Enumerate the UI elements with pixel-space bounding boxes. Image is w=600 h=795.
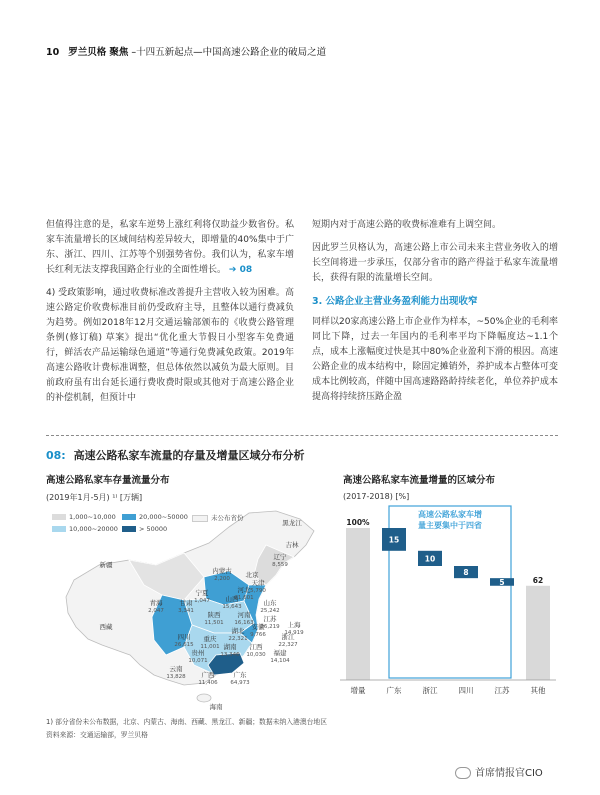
- province-value: 13,346: [220, 652, 240, 658]
- province-name: 安徽: [251, 623, 265, 631]
- province-name: 陕西: [207, 611, 221, 619]
- watermark-text: 首席情报官CIO: [475, 768, 543, 779]
- source-note: 资料来源：交通运输部，罗兰贝格: [46, 731, 148, 739]
- province-name: 广西: [201, 671, 215, 679]
- legend-item: [52, 525, 118, 533]
- waterfall-bar: [526, 586, 550, 680]
- wechat-icon: [455, 767, 471, 779]
- province-name: 贵州: [191, 649, 205, 657]
- province-name: 河北: [237, 586, 251, 594]
- province-value: 9,766: [250, 632, 266, 638]
- waterfall-value-label: 5: [499, 577, 505, 587]
- map-title: 高速公路私家车存量流量分布: [46, 475, 170, 486]
- province-value: 14,919: [284, 630, 304, 636]
- province-value: 64,973: [230, 680, 250, 686]
- waterfall-category-label: 增量: [350, 686, 366, 695]
- waterfall-unit: (2017-2018) [%]: [343, 492, 410, 501]
- province-value: 22,321: [228, 636, 248, 642]
- series-name: 聚焦: [109, 47, 129, 58]
- legend-label: 20,000~50000: [139, 513, 188, 521]
- legend-swatch: [52, 514, 66, 520]
- province-name: 西藏: [99, 623, 113, 631]
- province-name: 福建: [273, 649, 287, 657]
- province-name: 吉林: [285, 541, 299, 549]
- waterfall-category-label: 广东: [386, 686, 402, 695]
- legend-swatch: [122, 514, 136, 520]
- legend-swatch: [122, 526, 136, 532]
- province-value: 8,559: [272, 562, 288, 568]
- province-name: 广东: [233, 671, 247, 679]
- waterfall-chart: [340, 500, 560, 708]
- province-name: 湖北: [231, 627, 245, 635]
- province-name: 上海: [287, 621, 301, 629]
- map-unit: (2019年1月-5月) ¹⁾ [万辆]: [46, 493, 143, 502]
- legend-label: 未公布省份: [211, 514, 244, 522]
- province-value: 21,601: [234, 595, 254, 601]
- waterfall-title: 高速公路私家车流量增量的区域分布: [343, 475, 496, 486]
- province-name: 山东: [263, 599, 277, 607]
- right-column: [312, 218, 558, 413]
- province-name: 重庆: [203, 635, 217, 643]
- figure-number: 08:: [46, 449, 66, 462]
- legend-label: > 50000: [139, 525, 168, 533]
- province-value: 25,242: [260, 608, 280, 614]
- province-name: 青海: [149, 599, 163, 607]
- section-heading: 3. 公路企业主营业务盈利能力出现收窄: [312, 296, 478, 307]
- brand-name: 罗兰贝格: [68, 47, 107, 58]
- province-value: 10,071: [188, 658, 208, 664]
- report-title: –十四五新起点—中国高速公路企业的破局之道: [131, 47, 327, 58]
- left-paragraph-2: 4) 受政策影响，通过收费标准改善提升主营收入较为困难。高速公路定价收费标准目前仍受政府主导，且整体以通行费减负为趋势。例如2018年12月交通运输部颁布的《收费公路管理条例(修订稿) 草案》提出“优化重大节假日小型客车免费通行，鲜活农产品运输绿色通道”等通行免费减免政策。2019年高速公路收计费标准调整，但总体依然以减负为最大原则。目前政府虽有出台延长通行费收费时限或其他对于高速公路企业的补偿机制，但预计中: [46, 288, 294, 403]
- figure-reference-link[interactable]: ➔ 08: [228, 265, 253, 275]
- legend-swatch: [192, 515, 208, 522]
- right-paragraph-1: 短期内对于高速公路的收费标准难有上调空间。: [312, 220, 502, 230]
- callout-box: [389, 506, 511, 678]
- province-name: 浙江: [281, 633, 295, 641]
- waterfall-category-label: 其他: [530, 686, 546, 695]
- waterfall-bar: [346, 528, 370, 680]
- callout-text-line-1: 高速公路私家车增: [418, 510, 482, 519]
- province-name: 云南: [169, 665, 183, 673]
- province-name: 江西: [249, 643, 263, 651]
- waterfall-category-label: 浙江: [422, 686, 438, 695]
- province-value: 14,104: [270, 658, 290, 664]
- callout-text-line-2: 量主要集中于四省: [418, 521, 482, 530]
- waterfall-value-label: 8: [463, 568, 469, 578]
- province-name: 黑龙江: [282, 519, 302, 527]
- province-name: 内蒙古: [212, 567, 232, 575]
- figure-divider: [46, 435, 558, 436]
- province-value: 11,501: [204, 620, 224, 626]
- figure-title-text: 高速公路私家车流量的存量及增量区域分布分析: [73, 449, 305, 462]
- waterfall-value-label: 10: [424, 554, 436, 564]
- watermark: [455, 764, 543, 779]
- province-name: 湖南: [223, 643, 237, 651]
- province-value: 22,327: [278, 642, 298, 648]
- legend-swatch: [52, 526, 66, 532]
- waterfall-category-label: 四川: [458, 686, 474, 695]
- province-name: 江苏: [263, 615, 277, 623]
- legend-item: [52, 513, 116, 521]
- legend-item: [122, 513, 188, 521]
- province-value: 11,001: [200, 644, 220, 650]
- legend-label: 10,000~20000: [69, 525, 118, 533]
- legend-item: [122, 525, 167, 533]
- province-value: 11,406: [198, 680, 218, 686]
- figure-notes: [46, 716, 327, 742]
- province-value: 16,163: [234, 620, 254, 626]
- left-paragraph-1: [46, 218, 294, 278]
- waterfall-value-label: 62: [532, 575, 544, 585]
- province-value: 15,643: [222, 604, 242, 610]
- waterfall-value-label: 15: [388, 535, 400, 545]
- page-number: 10: [46, 47, 60, 58]
- legend-item: [192, 513, 244, 522]
- figure-title: [46, 447, 305, 463]
- province-value: 2,200: [214, 576, 230, 582]
- province-value: 13,828: [166, 674, 186, 680]
- province-name: 海南: [209, 703, 223, 711]
- china-map: [44, 505, 334, 713]
- region-hainan: [197, 694, 211, 702]
- province-name: 四川: [177, 633, 191, 641]
- right-paragraph-3: 同样以20家高速公路上市企业作为样本，~50%企业的毛利率同比下降，过去一年国内的毛利率平均下降幅度达~1.1个点，成本上涨幅度过快是其中80%企业盈利下滑的根因。高速公路企业的成本结构中，除固定摊销外，养护成本占整体可变成本比例较高，伴随中国高速路路龄持续老化，单位养护成本提高将持续挤压路企盈: [312, 317, 558, 402]
- province-value: 3,341: [178, 608, 194, 614]
- province-name: 宁夏: [195, 589, 209, 597]
- left-column: [46, 218, 294, 414]
- province-name: 辽宁: [273, 553, 287, 561]
- waterfall-category-label: 江苏: [494, 686, 510, 695]
- province-name: 山西: [225, 595, 239, 603]
- legend-label: 1,000~10,000: [69, 513, 116, 521]
- right-paragraph-2: 因此罗兰贝格认为，高速公路上市公司未来主营业务收入的增长空间将进一步承压，仅部分省市的路产得益于私家车流量增长，获得有限的流量增长空间。: [312, 243, 558, 283]
- province-value: 26,219: [260, 624, 280, 630]
- province-value: 2,047: [148, 608, 164, 614]
- province-name: 河南: [237, 611, 251, 619]
- province-name: 甘肃: [179, 599, 193, 607]
- province-value: 10,030: [246, 652, 266, 658]
- waterfall-value-label: 100%: [346, 518, 370, 527]
- province-name: 新疆: [99, 561, 113, 569]
- province-value: 1,047: [194, 598, 210, 604]
- province-value: 26,615: [174, 642, 194, 648]
- left-paragraph-1-text: 但值得注意的是，私家车逆势上涨红利将仅助益少数省份。私家车流量增长的区域间结构差异较大，即增量的40%集中于广东、浙江、四川、江苏等个别强势省份。我们认为，私家车增长红利无法支撑我国路企行业的全面性增长。: [46, 220, 294, 275]
- province-name: 天津: [251, 579, 265, 587]
- footnote: 1) 部分省份未公布数据，北京、内蒙古、海南、西藏、黑龙江、新疆；数据未纳入港澳台地区: [46, 718, 328, 726]
- province-value: 5,790: [250, 588, 266, 594]
- waterfall-bars: [340, 518, 556, 695]
- page-header: [46, 44, 326, 58]
- province-name: 北京: [245, 571, 259, 579]
